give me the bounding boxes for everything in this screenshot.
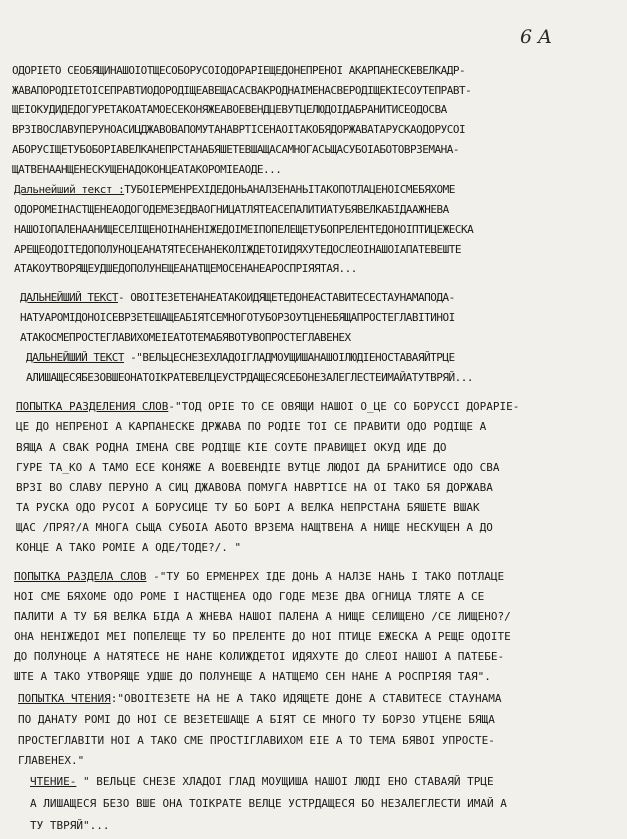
text-line: ЦЕ ДО НЕПРЕНОІ А КАРПАНЕСКЕ ДРЖАВА ПО РОДІЕ ТОІ СЕ ПРАВИТИ ОДО РОДІЩЕ А bbox=[16, 420, 487, 433]
text-line: А ЛИШАЩЕСЯ БЕЗО ВШЕ ОНА ТОІКРАТЕ ВЕЛЦЕ УСТРДАЩЕСЯ БО НЕЗАЛЕГЛЕСТИ ИМАЙ А bbox=[30, 797, 507, 810]
section-text: -"ТОД ОРІЕ ТО СЕ ОВЯЩИ НАШОІ О_ЦЕ СО БОРУССІ ДОРАРІЕ- bbox=[168, 400, 520, 413]
text-line: ШТЕ А ТАКО УТВОРЯЩЕ УДШЕ ДО ПОЛУНЕЩЕ А НАТЩЕМО СЕН НАНЕ А РОСПРІЯЯ ТАЯ". bbox=[14, 670, 491, 683]
text-line: НАТУАРОМІДОНОІСЕВРЗЕТЕШАЩЕАБІЯТСЕМНОГОТУБОРЗОУТЦЕНЕБЯЩАПРОСТЕГЛАВІТИНОІ bbox=[20, 311, 455, 324]
text-line bbox=[26, 351, 621, 365]
text-line: ПО ДАНАТУ РОМІ ДО НОІ СЕ ВЕЗЕТЕШАЩЕ А БІЯТ СЕ МНОГО ТУ БОРЗО УТЦЕНЕ БЯЩА bbox=[18, 713, 495, 726]
section-text: -"ТУ БО ЕРМЕНРЕХ ІДЕ ДОНЬ А НАЛЗЕ НАНЬ І ТАКО ПОТЛАЦЕ bbox=[146, 570, 505, 583]
text-line: АТАКОСМЕПРОСТЕГЛАВИХОМЕІЕАТОТЕМАБЯВОТУВОПРОСТЕГЛАВЕНЕХ bbox=[20, 331, 351, 344]
text-line: ОНА НЕНІЖЕДОІ МЕІ ПОПЕЛЕЩЕ ТУ БО ПРЕЛЕНТЕ ДО НОІ ПТИЦЕ ЕЖЕСКА А РЕЩЕ ОДОІТЕ bbox=[14, 630, 511, 643]
section-label: ПОПЫТКА ЧТЕНИЯ bbox=[18, 692, 111, 705]
section-label: ЧТЕНИЕ- bbox=[30, 775, 77, 788]
text-line bbox=[16, 400, 621, 414]
text-line bbox=[14, 570, 621, 584]
page-number: 6 A bbox=[520, 26, 552, 48]
text-line: КОНЦЕ А ТАКО РОМІЕ А ОДЕ/ТОДЕ?/. " bbox=[16, 541, 242, 554]
text-line: ВЯЩА А СВАК РОДНА ІМЕНА СВЕ РОДІЩЕ КІЕ СОУТЕ ПРАВИЩЕІ ОКУД ИДЕ ДО bbox=[16, 441, 447, 454]
text-line: АТАКОУТВОРЯЩЕУДШЕДОПОЛУНЕЩЕАНАТЩЕМОСЕНАНЕАРОСПРІЯЯТАЯ... bbox=[14, 262, 357, 275]
text-line: ВРЗІ ВО СЛАВУ ПЕРУНО А СИЦ ДЖАВОВА ПОМУГА НАВРТІСЕ НА ОІ ТАКО БЯ ДОРЖАВА bbox=[16, 481, 493, 494]
text-line: АРЕЩЕОДОІТЕДОПОЛУНОЦЕАНАТЯТЕСЕНАНЕКОЛІЖДЕТОІИДЯХУТЕДОСЛЕОІНАШОІАПАТЕВЕШТЕ bbox=[14, 243, 461, 256]
text-line: АЛИШАЩЕСЯБЕЗОВШЕОНАТОІКРАТЕВЕЛЦЕУСТРДАЩЕСЯСЕБОНЕЗАЛЕГЛЕСТЕИМАЙАТУТВРЯЙ... bbox=[26, 371, 473, 384]
text-line: ЖАВАПОРОДІЕТОІСЕПРАВТИОДОРОДІЩЕАВЕЩАСАСВАКРОДНАІМЕНАСВЕРОДІЩЕКІЕСОУТЕПРАВТ- bbox=[12, 84, 472, 97]
section-text: - ОВОІТЕЗЕТЕНАНЕАТАКОИДЯЩЕТЕДОНЕАСТАВИТЕСЕСТАУНАМАПОДА- bbox=[117, 291, 455, 304]
text-line: ЩАС /ПРЯ?/А МНОГА СЬЩА СУБОІА АБОТО ВРЗЕМА НАЩТВЕНА А НИЩЕ НЕСКУЩЕН А ДО bbox=[16, 521, 493, 534]
text-line: ОДОРОМЕІНАСТЩЕНЕАОДОГОДЕМЕЗЕДВАОГНИЦАТЛЯТЕАСЕПАЛИТИАТУБЯВЕЛКАБІДААЖНЕВА bbox=[14, 203, 449, 216]
section-label: ДАЛЬНЕЙШИЙ ТЕКСТ bbox=[20, 291, 118, 304]
section-text: ТУБОІЕРМЕНРЕХІДЕДОНЬАНАЛЗЕНАНЬІТАКОПОТЛАЦЕНОІСМЕБЯХОМЕ bbox=[124, 183, 455, 196]
text-line: ЩЕІОКУДИДЕДОГУРЕТАКОАТАМОЕСЕКОНЯЖЕАВОЕВЕНДЦЕВУТЦЕЛЮДОІДАБРАНИТИСЕОДОСВА bbox=[12, 103, 447, 116]
text-line: ГУРЕ ТА_КО А ТАМО ЕСЕ КОНЯЖЕ А ВОЕВЕНДІЕ ВУТЦЕ ЛЮДОІ ДА БРАНИТИСЕ ОДО СВА bbox=[16, 461, 500, 474]
section-text: -"ВЕЛЬЦЕСНЕЗЕХЛАДОІГЛАДМОУЩИШАНАШОІЛЮДІЕНОСТАВАЯЙТРЦЕ bbox=[123, 351, 455, 364]
section-label: ДАЛЬНЕЙШИЙ ТЕКСТ bbox=[26, 351, 124, 364]
text-line: ВРЗІВОСЛАВУПЕРУНОАСИЦДЖАВОВАПОМУТАНАВРТІСЕНАОІТАКОБЯДОРЖАВАТАРУСКАОДОРУСОІ bbox=[12, 123, 466, 136]
text-line: ПАЛИТИ А ТУ БЯ ВЕЛКА БІДА А ЖНЕВА НАШОІ ПАЛЕНА А НИЩЕ СЕЛИЩЕНО /СЕ ЛИЩЕНО?/ bbox=[14, 610, 511, 623]
text-line: ЩАТВЕНААНЩЕНЕСКУЩЕНАДОКОНЦЕАТАКОРОМІЕАОДЕ... bbox=[12, 163, 282, 176]
section-label: Дальнейший текст : bbox=[14, 183, 125, 196]
section-text: :"ОВОІТЕЗЕТЕ НА НЕ А ТАКО ИДЯЩЕТЕ ДОНЕ А СТАВИТЕСЕ СТАУНАМА bbox=[110, 692, 502, 705]
text-line bbox=[14, 183, 621, 197]
text-line bbox=[30, 775, 621, 789]
section-label: ПОПЫТКА РАЗДЕЛЕНИЯ СЛОВ bbox=[16, 400, 169, 413]
text-line: ГЛАВЕНЕХ." bbox=[18, 754, 85, 767]
text-line: АБОРУСІЩЕТУБОБОРІАВЕЛКАНЕПРСТАНАБЯШЕТЕВШАЩАСАМНОГАСЬЩАСУБОІАБОТОВРЗЕМАНА- bbox=[12, 143, 459, 156]
section-label: ПОПЫТКА РАЗДЕЛА СЛОВ bbox=[14, 570, 147, 583]
text-line: ДО ПОЛУНОЦЕ А НАТЯТЕСЕ НЕ НАНЕ КОЛИЖДЕТОІ ИДЯХУТЕ ДО СЛЕОІ НАШОІ А ПАТЕБЕ- bbox=[14, 650, 505, 663]
text-line: ТУ ТВРЯЙ"... bbox=[30, 819, 110, 832]
text-line bbox=[18, 692, 621, 706]
text-line: ОДОРІЕТО СЕОБЯЩИНАШОІОТЩЕСОБОРУСОІОДОРАРІЕЩЕДОНЕПРЕНОІ АКАРПАНЕСКЕВЕЛКАДР- bbox=[12, 64, 466, 77]
text-line: НАШОІОПАЛЕНААНИЩЕСЕЛІЩЕНОІНАНЕНІЖЕДОІМЕІПОПЕЛЕЩЕТУБОПРЕЛЕНТЕДОНОІПТИЦЕЖЕСКА bbox=[14, 223, 474, 236]
section-text: " ВЕЛЬЦЕ СНЕЗЕ ХЛАДОІ ГЛАД МОУЩИША НАШОІ ЛЮДІ ЕНО СТАВАЯЙ ТРЦЕ bbox=[76, 775, 494, 788]
text-line: НОІ СМЕ БЯХОМЕ ОДО РОМЕ І НАСТЩЕНЕА ОДО ГОДЕ МЕЗЕ ДВА ОГНИЦА ТЛЯТЕ А СЕ bbox=[14, 590, 485, 603]
text-line: ПРОСТЕГЛАВІТИ НОІ А ТАКО СМЕ ПРОСТІГЛАВИХОМ ЕІЕ А ТО ТЕМА БЯВОІ УПРОСТЕ- bbox=[18, 734, 495, 747]
text-line: ТА РУСКА ОДО РУСОІ А БОРУСИЦЕ ТУ БО БОРІ А ВЕЛКА НЕПРСТАНА БЯШЕТЕ ВШАК bbox=[16, 501, 480, 514]
text-line bbox=[20, 291, 621, 305]
